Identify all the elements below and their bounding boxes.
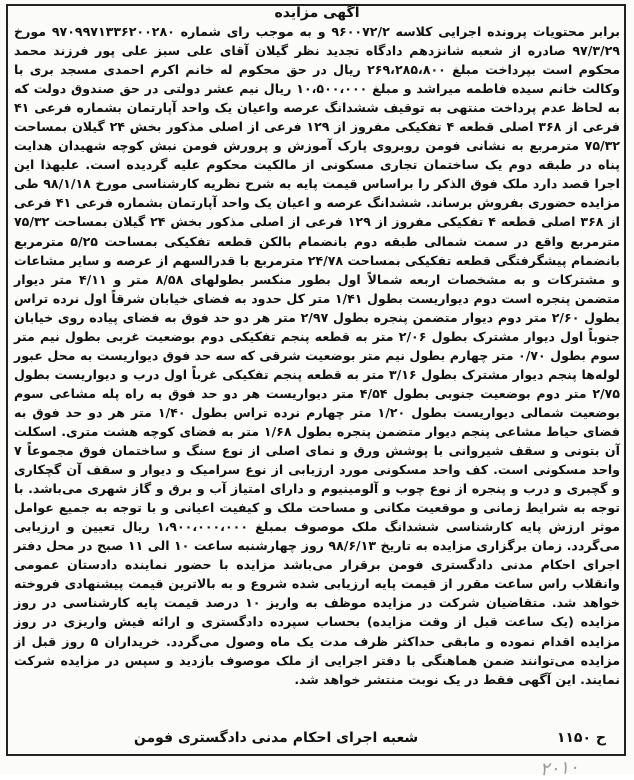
notice-code: ح ۱۱۵۰ <box>556 730 606 746</box>
notice-title: آگهی مزایده <box>274 5 360 21</box>
issuing-branch: شعبه اجرای احکام مدنی دادگستری فومن <box>133 730 419 746</box>
notice-footer <box>6 724 626 754</box>
notice-body-text: برابر محتویات پرونده اجرایی کلاسه ۹۶۰۰۷۲/۲ و به موجب رای شماره ۹۷۰۹۹۷۱۳۳۶۲۰۰۲۸۰ مورخ ۹۷/۳/۲۹ صادره از شعبه شانزدهم دادگاه تجدید نظر گیلان آقای علی سبز علی پور فرزند محمد محکوم است بپرداخت مبلغ ۲۶۹،۲۸۵،۸۰۰ ریال در حق محکوم له خانم اکرم احمدی مسجد بری با وکالت خانم سیده فاطمه میراشد و مبلغ ۱۰،۵۰۰،۰۰۰ ریال نیم عشر دولتی در حق صندوق دولت که به لحاظ عدم پرداخت منتهی به توقیف ششدانگ عرصه واعیان یک واحد آپارتمان بشماره فرعی ۴۱ فرعی از ۳۶۸ اصلی قطعه ۴ تفکیکی مفروز از ۱۲۹ فرعی از اصلی مذکور بخش ۲۴ گیلان بمساحت ۷۵/۳۲ مترمربع به نشانی فومن روبروی پارک آموزش و پرورش فومن نبش کوچه شهیدان هدایت پناه در طبقه دوم یک ساختمان تجاری مسکونی از مالکیت محکوم علیه گردیده است. علیهذا این اجرا قصد دارد ملک فوق الذکر را براساس قیمت پایه به شرح نظریه کارشناسی مورخ ۹۸/۱/۱۸ طی مزایده حضوری بفروش برساند. ششدانگ عرصه و اعیان یک واحد آپارتمان بشماره فرعی ۴۱ فرعی از ۳۶۸ اصلی قطعه ۴ تفکیکی مفروز از ۱۲۹ فرعی از اصلی مذکور بخش ۲۴ گیلان بمساحت ۷۵/۳۲ مترمربع واقع در سمت شمالی طبقه دوم بانضمام بالکن قطعه تفکیکی بمساحت ۵/۲۵ مترمربع بانضمام پیشگرفتگی قطعه تفکیکی بمساحت ۲۴/۷۸ مترمربع با قدرالسهم از عرصه و سایر مشاعات و مشترکات و به مشخصات اربعه شمالاً اول بطور منکسر بطولهای ۸/۵۸ متر و ۴/۱۱ متر دیوار متضمن پنجره است دوم دیواریست بطول ۱/۴۱ متر کل حدود به فضای خیابان شرقاً اول نرده تراس بطول ۲/۶۰ متر دوم دیوار متضمن پنجره بطول ۲/۹۷ متر هر دو حد فوق به فضای پیاده روی خیابان جنوباً اول دیوار مشترک بطول ۲/۰۶ متر به قطعه پنجم تفکیکی دوم بوضعیت غربی بطول نیم متر سوم بطول ۰/۷۰ متر چهارم بطول نیم متر بوضعیت شرقی که سه حد فوق دیواریست به محل عبور لوله‌ها پنجم دیوار مشترک بطول ۳/۱۶ متر به قطعه پنجم تفکیکی غرباً اول درب و دیواریست بطول ۲/۷۵ متر دوم بوضعیت جنوبی بطول ۴/۵۴ متر دیواریست هر دو حد فوق به راه پله مشاعی سوم بوضعیت شمالی دیواریست بطول ۱/۲۰ متر چهارم نرده تراس بطول ۱/۴۰ متر هر دو حد فوق به فضای حیاط مشاعی پنجم دیوار متضمن پنجره بطول ۱/۶۸ متر به فضای کوچه هشت متری. اسکلت آن بتونی و سقف شیروانی با پوشش ورق و نمای اصلی از نوع سنگ و ساختمان فوق مجموعاً ۷ واحد مسکونی است. کف واحد مسکونی مورد ارزیابی از نوع سرامیک و دیوار و سقف آن گچکاری و گچبری و درب و پنجره از نوع چوب و آلومینیوم و دارای امتیاز آب و برق و گاز شهری می‌باشد. با توجه به شرایط زمانی و موقعیت مکانی و مساحت ملک و کیفیت اعیانی و با توجه به جمیع عوامل موثر ارزش پایه کارشناسی ششدانگ ملک موصوف بمبلغ ۱،۹۰۰،۰۰۰،۰۰۰ ریال تعیین و ارزیابی می‌گردد. زمان برگزاری مزایده به تاریخ ۹۸/۶/۱۳ روز چهارشنبه ساعت ۱۰ الی ۱۱ صبح در محل دفتر اجرای احکام مدنی دادگستری فومن برقرار می‌باشد مزایده با حضور نماینده دادستان عمومی وانقلاب راس ساعت مقرر از قیمت پایه ارزیابی شده شروع و به بالاترین قیمت پیشنهادی فروخته خواهد شد. متقاضیان شرکت در مزایده موظف به واریز ۱۰ درصد قیمت پایه کارشناسی در روز مزایده (یک ساعت قبل از وقت مزایده) بحساب سپرده دادگستری و ارائه فیش واریزی در روز مزایده اقدام نموده و مابقی حداکثر ظرف مدت یک ماه وصول می‌گردد. خریداران ۵ روز قبل از مزایده می‌توانند ضمن هماهنگی با دفتر اجرایی از ملک موصوف بازدید و سپس در مزایده شرکت نمایند. این آگهی فقط در یک نوبت منتشر خواهد شد. <box>13 24 621 687</box>
notice-body <box>14 22 620 689</box>
handwritten-mark: ۲۰۱۰ <box>539 756 580 780</box>
